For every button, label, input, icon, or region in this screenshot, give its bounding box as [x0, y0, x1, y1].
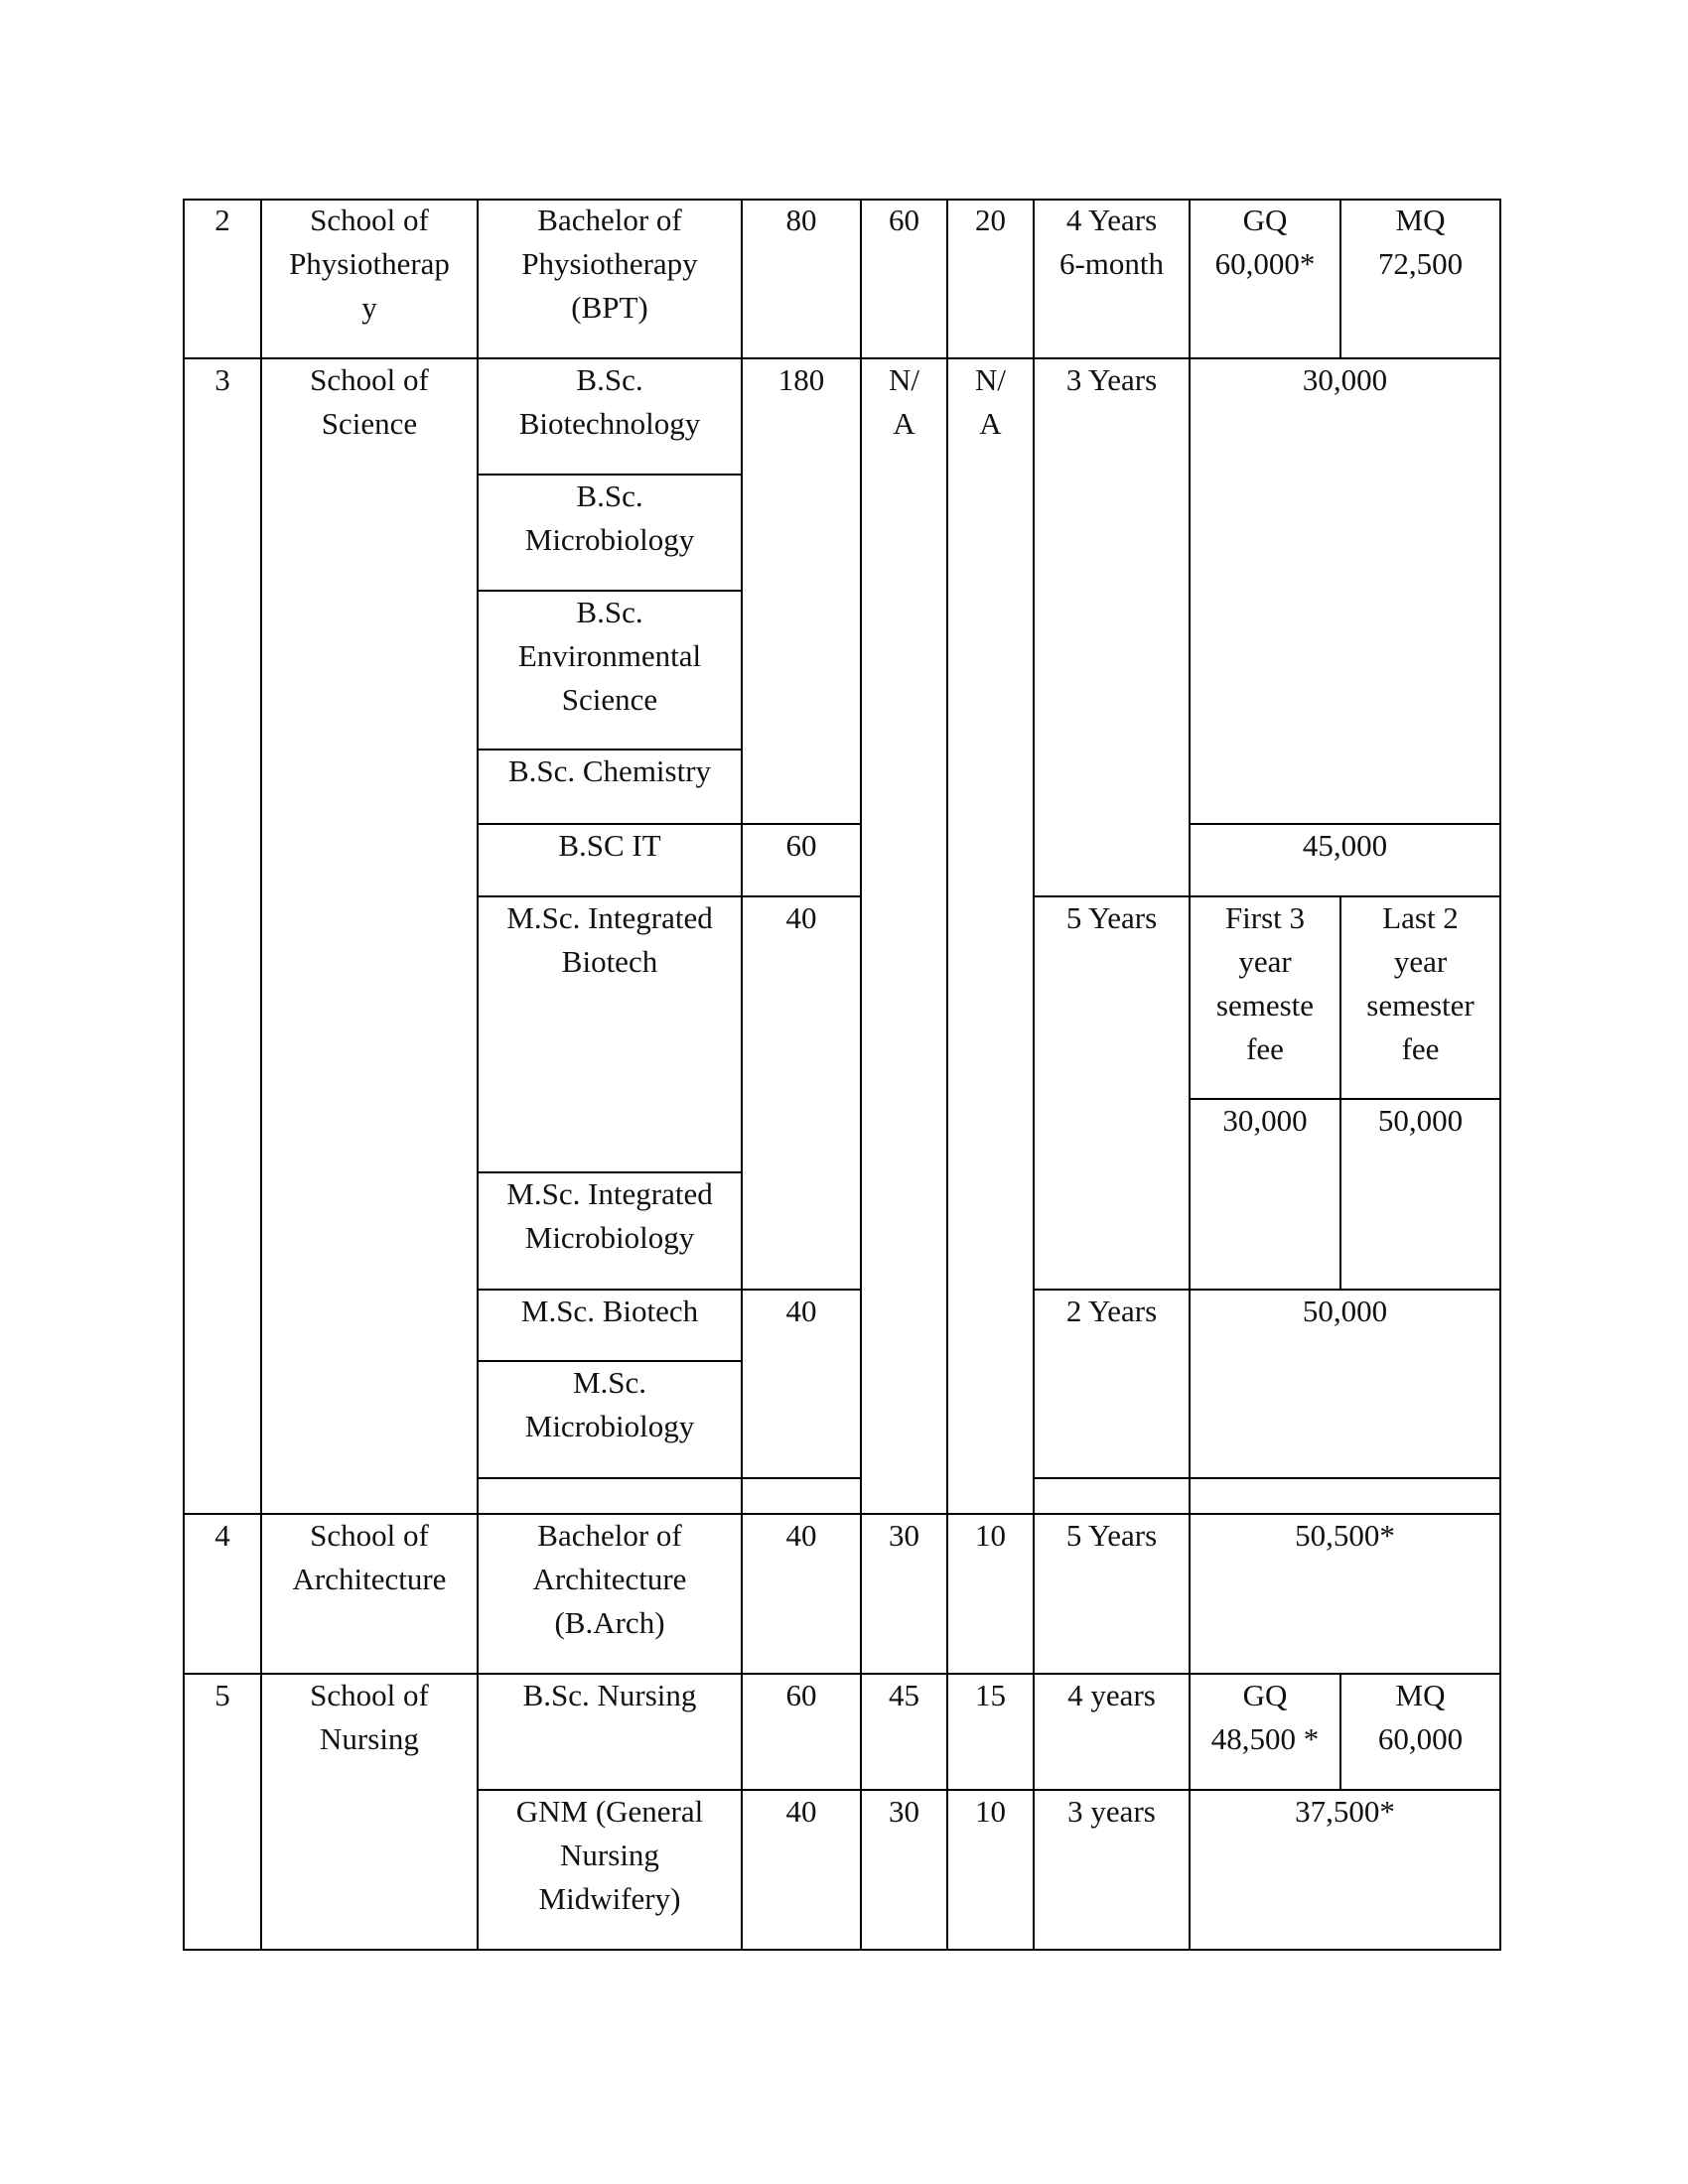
- fee-value: 50,000: [1377, 1103, 1464, 1138]
- fee-value: 30,000: [1302, 362, 1388, 397]
- school-name: School of Architecture: [292, 1518, 447, 1596]
- row-number: 2: [214, 203, 230, 237]
- school-name: School of Nursing: [310, 1678, 429, 1756]
- mq-seats-value: 10: [975, 1518, 1006, 1553]
- duration-value: 5 Years: [1065, 1518, 1158, 1553]
- fee-value: 30,000: [1222, 1103, 1308, 1138]
- mq-seats-value: 10: [975, 1794, 1006, 1829]
- fee-mq-value: MQ 60,000: [1377, 1678, 1464, 1756]
- fee-gq-value: GQ 60,000*: [1214, 203, 1316, 281]
- course-name: B.SC IT: [558, 828, 661, 863]
- mq-seats-value: 20: [975, 203, 1006, 237]
- course-name: GNM (General Nursing Midwifery): [515, 1794, 704, 1916]
- course-name: M.Sc. Biotech: [520, 1294, 699, 1328]
- course-name: B.Sc. Biotechnology: [518, 362, 701, 441]
- row-number: 4: [214, 1518, 230, 1553]
- fee-label: First 3 year semeste fee: [1215, 900, 1315, 1066]
- fee-value: 37,500*: [1295, 1794, 1395, 1829]
- duration-value: 3 Years: [1065, 362, 1158, 397]
- course-name: Bachelor of Architecture (B.Arch): [532, 1518, 687, 1640]
- table-border-bottom: [183, 1949, 1500, 1951]
- gq-seats-value: 45: [889, 1678, 919, 1712]
- science-divider-bottom: [478, 1477, 860, 1479]
- fee-label: Last 2 year semester fee: [1366, 900, 1475, 1066]
- mq-seats-value: N/ A: [975, 362, 1006, 441]
- intake-value: 40: [785, 1294, 817, 1328]
- duration-value: 4 years: [1067, 1678, 1156, 1712]
- intake-value: 40: [785, 1794, 817, 1829]
- gq-seats-value: N/ A: [889, 362, 919, 441]
- course-name: B.Sc. Microbiology: [524, 478, 695, 557]
- course-name: M.Sc. Integrated Microbiology: [506, 1176, 713, 1255]
- fee-value: 45,000: [1302, 828, 1388, 863]
- intake-value: 60: [785, 828, 817, 863]
- course-name: M.Sc. Integrated Biotech: [506, 900, 713, 979]
- intake-value: 80: [785, 203, 817, 237]
- duration-value: 4 Years 6-month: [1058, 203, 1165, 281]
- course-name: B.Sc. Environmental Science: [517, 595, 702, 717]
- duration-value: 5 Years: [1065, 900, 1158, 935]
- gq-seats-value: 30: [889, 1794, 919, 1829]
- fee-value: 50,000: [1302, 1294, 1388, 1328]
- duration-value: 3 years: [1067, 1794, 1156, 1829]
- intake-value: 40: [785, 1518, 817, 1553]
- fee-value: 50,500*: [1295, 1518, 1395, 1553]
- school-name: School of Science: [310, 362, 429, 441]
- row-number: 3: [214, 362, 230, 397]
- gq-seats-value: 60: [889, 203, 919, 237]
- fee-divider-bottom: [1033, 1477, 1500, 1479]
- intake-value: 40: [785, 900, 817, 935]
- school-name: School of Physiotherap y: [289, 203, 450, 325]
- fee-mq-value: MQ 72,500: [1377, 203, 1464, 281]
- mq-seats-value: 15: [975, 1678, 1006, 1712]
- table-border-right: [1499, 199, 1501, 1951]
- row-number: 5: [214, 1678, 230, 1712]
- course-name: B.Sc. Nursing: [522, 1678, 697, 1712]
- intake-value: 180: [777, 362, 825, 397]
- intake-value: 60: [785, 1678, 817, 1712]
- course-name: B.Sc. Chemistry: [507, 753, 712, 788]
- course-name: Bachelor of Physiotherapy (BPT): [521, 203, 698, 325]
- duration-value: 2 Years: [1065, 1294, 1158, 1328]
- course-name: M.Sc. Microbiology: [524, 1365, 695, 1443]
- fee-gq-value: GQ 48,500 *: [1210, 1678, 1320, 1756]
- gq-seats-value: 30: [889, 1518, 919, 1553]
